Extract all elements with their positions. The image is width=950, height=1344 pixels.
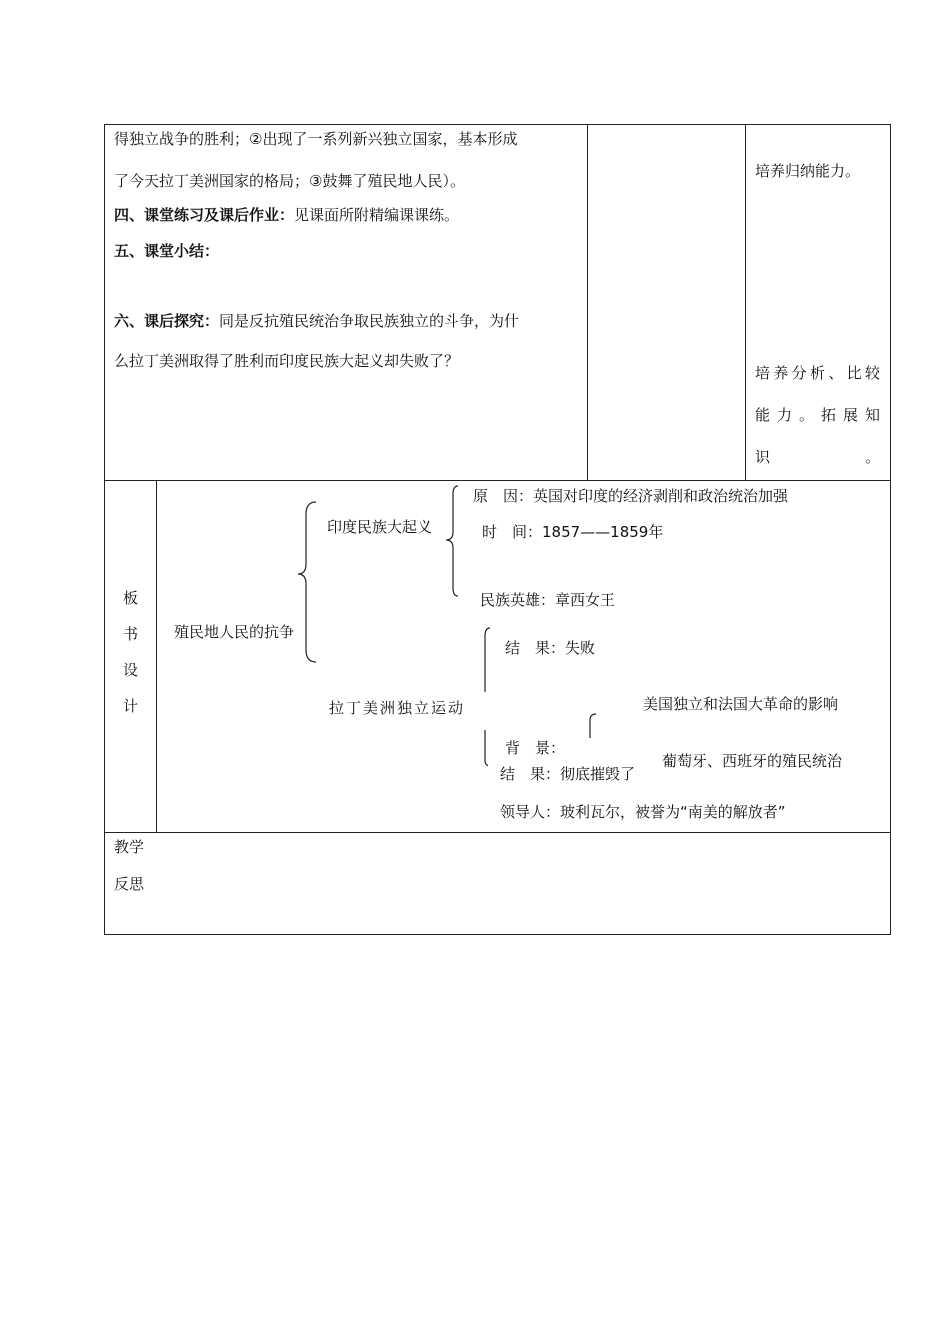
main-topic: 殖民地人民的抗争 bbox=[174, 623, 295, 641]
section-4-title: 四、课堂练习及课后作业： bbox=[114, 206, 295, 224]
section-4 bbox=[114, 205, 459, 225]
background-brace bbox=[586, 712, 602, 742]
content-line-1: 得独立战争的胜利；②出现了一系列新兴独立国家，基本形成 bbox=[114, 130, 518, 148]
section-6-title: 六、课后探究： bbox=[114, 312, 220, 330]
section-5-title: 五、课堂小结： bbox=[114, 242, 220, 260]
latin-result: 结 果：彻底摧毁了 bbox=[500, 765, 636, 783]
board-label-1: 板 bbox=[123, 589, 139, 607]
latin-leader: 领导人：玻利瓦尔，被誉为“南美的解放者” bbox=[500, 803, 786, 821]
india-cause: 原 因：英国对印度的经济剥削和政治统治加强 bbox=[473, 487, 789, 505]
india-title: 印度民族大起义 bbox=[327, 518, 433, 536]
india-time: 时 间：1857——1859年 bbox=[482, 523, 664, 541]
board-label-4: 计 bbox=[123, 697, 139, 715]
latin-result-fail: 结 果：失败 bbox=[505, 639, 596, 657]
note-induction: 培养归纳能力。 bbox=[755, 162, 861, 180]
section-6-text-2: 么拉丁美洲取得了胜利而印度民族大起义却失败了？ bbox=[114, 352, 460, 370]
latin-title: 拉丁美洲独立运动 bbox=[329, 699, 466, 717]
latin-background: 背 景： bbox=[505, 739, 566, 757]
reflection-label-1: 教学 bbox=[114, 838, 145, 856]
board-label-3: 设 bbox=[123, 661, 139, 679]
india-hero: 民族英雄：章西女王 bbox=[480, 591, 616, 609]
reflection-label-2: 反思 bbox=[114, 875, 145, 893]
bg-item-2: 葡萄牙、西班牙的殖民统治 bbox=[662, 752, 843, 770]
board-label-2: 书 bbox=[123, 625, 139, 643]
section-6-text-1: 同是反抗殖民统治争取民族独立的斗争，为什 bbox=[219, 312, 520, 330]
section-4-text: 见课面所附精编课课练。 bbox=[294, 206, 460, 224]
section-6 bbox=[114, 311, 519, 331]
india-brace bbox=[444, 484, 468, 604]
bg-item-1: 美国独立和法国大革命的影响 bbox=[643, 695, 839, 713]
content-line-2: 了今天拉丁美洲国家的格局；③鼓舞了殖民地人民）。 bbox=[114, 172, 465, 190]
note-analysis: 培养分析、比较能力。拓展知识。 bbox=[755, 364, 883, 466]
